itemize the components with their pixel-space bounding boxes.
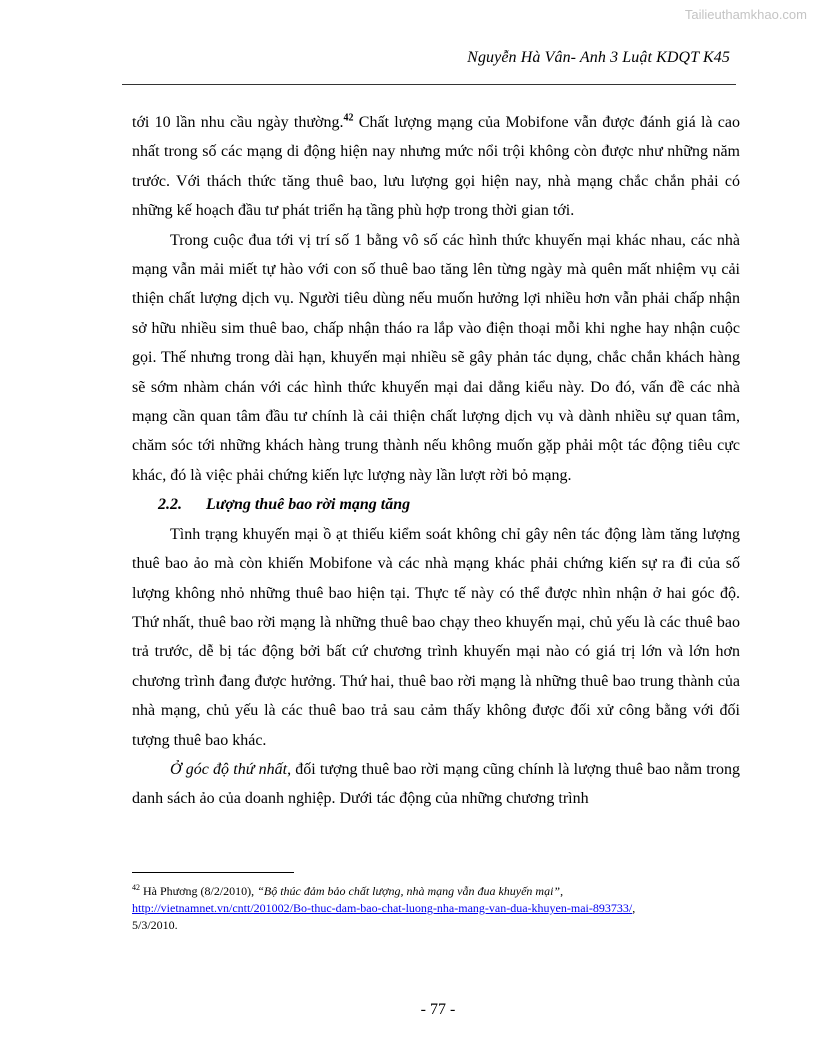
footnote-line-1 [132,879,732,900]
footnote-line-2 [132,900,732,917]
footnote-number: 42 [132,883,140,892]
footnote [132,879,732,934]
section-heading [132,490,740,519]
section-title: Lượng thuê bao rời mạng tăng [206,496,411,514]
page-number: - 77 - [420,1001,456,1018]
body-text [132,108,740,814]
watermark: Tailieuthamkhao.com [684,7,807,22]
footnote-link-comma: , [632,901,636,915]
footnote-title: “Bộ thúc đảm bảo chất lượng, nhà mạng vẫn đua khuyến mại” [257,884,561,898]
footnote-comma: , [560,884,564,898]
footnote-ref[interactable]: 42 [343,112,354,124]
paragraph-4-rest: , đối tượng thuê bao rời mạng cũng chính là lượng thuê bao nằm trong danh sách ảo của doanh nghiệp. Dưới tác động của những chương trình [132,760,740,808]
paragraph-1-end: Chất lượng mạng của Mobifone vẫn được đánh giá là cao nhất trong số các mạng di động hiện nay nhưng mức nổi trội không còn được như những năm trước. Với thách thức tăng thuê bao, lưu lượng gọi hiện nay, nhà mạng chắc chắn phải có những kế hoạch đầu tư phát triển hạ tầng phù hợp trong thời gian tới. [132,114,741,220]
footnote-author: Hà Phương (8/2/2010), [140,884,258,898]
footnote-date: 5/3/2010. [132,918,178,932]
paragraph-4-italic: Ở góc độ thứ nhất [170,760,288,778]
paragraph-4 [132,755,740,814]
paragraph-2: Trong cuộc đua tới vị trí số 1 bằng vô số các hình thức khuyến mại khác nhau, các nhà mạng vẫn mải miết tự hào với con số thuê bao tăng lên từng ngày mà quên mất nhiệm vụ cải thiện chất lượng dịch vụ. Người tiêu dùng nếu muốn hưởng lợi nhiều hơn vẫn phải chấp nhận sở hữu nhiều sim thuê bao, chấp nhận tháo ra lắp vào điện thoại mỗi khi nghe hay nhận cuộc gọi. Thế nhưng trong dài hạn, khuyến mại nhiều sẽ gây phản tác dụng, chắc chắn khách hàng sẽ sớm nhàm chán với các hình thức khuyến mại dai dẳng kiểu này. Do đó, vấn đề các nhà mạng cần quan tâm đầu tư chính là cải thiện chất lượng dịch vụ và dành nhiều sự quan tâm, chăm sóc tới những khách hàng trung thành nếu không muốn gặp phải một tác động tiêu cực khác, đó là việc phải chứng kiến lực lượng này lần lượt rời bỏ mạng. [132,231,740,484]
section-number: 2.2. [158,496,182,514]
paragraph-1 [132,108,740,226]
page-header: Nguyễn Hà Vân- Anh 3 Luật KDQT K45 [467,49,730,66]
footnote-divider [132,872,294,873]
footnote-link[interactable]: http://vietnamnet.vn/cntt/201002/Bo-thuc-dam-bao-chat-luong-nha-mang-van-dua-khuyen-mai-893733/ [132,901,633,915]
paragraph-1-start: tới 10 lần nhu cầu ngày thường. [132,114,344,131]
header-divider [122,84,736,85]
paragraph-3: Tình trạng khuyến mại ồ ạt thiếu kiểm soát không chỉ gây nên tác động làm tăng lượng thuê bao ảo mà còn khiến Mobifone và các nhà mạng khác phải chứng kiến sự ra đi của số lượng không nhỏ những thuê bao hiện tại. Thực tế này có thể được nhìn nhận ở hai góc độ. Thứ nhất, thuê bao rời mạng là những thuê bao chạy theo khuyến mại, chủ yếu là các thuê bao trả trước, dễ bị tác động bởi bất cứ chương trình khuyến mại nào có giá trị lớn và lớn hơn chương trình đang được hưởng. Thứ hai, thuê bao rời mạng là những thuê bao trung thành của nhà mạng, chủ yếu là các thuê bao trả sau cảm thấy không được đối xử công bằng với đối tượng thuê bao khác. [132,525,740,749]
